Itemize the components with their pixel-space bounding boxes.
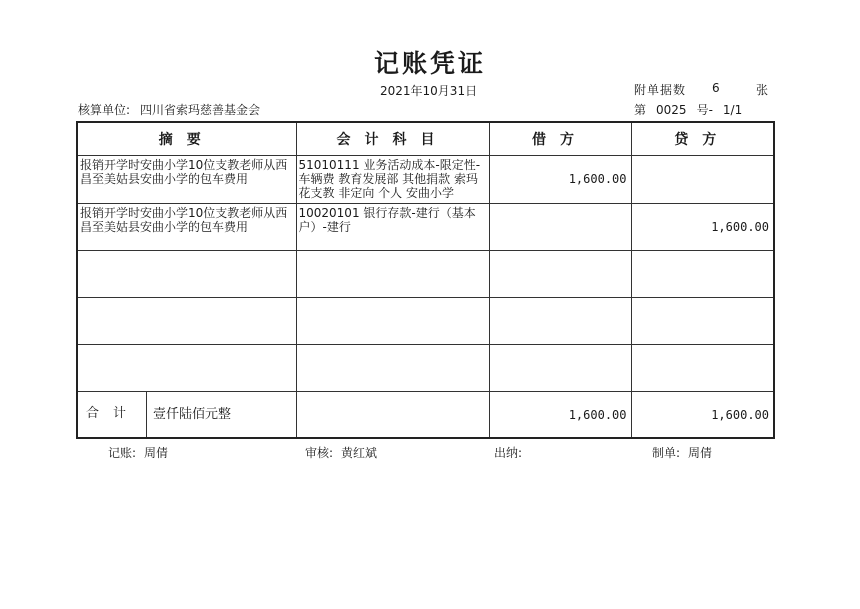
accounting-unit (78, 101, 260, 118)
preparer-label: 制单: (652, 446, 681, 460)
voucher-number-suffix: 号- (696, 103, 713, 117)
total-label: 合计 (80, 392, 147, 437)
voucher-date: 2021年10月31日 (380, 84, 478, 98)
bookkeeper-label: 记账: (108, 446, 137, 460)
entry-debit (489, 345, 631, 392)
table-row (77, 297, 774, 344)
entry-debit (489, 297, 631, 344)
total-debit: 1,600.00 (489, 392, 631, 438)
bookkeeper-name: 周倩 (144, 446, 169, 460)
voucher-table (76, 121, 775, 439)
entry-summary (77, 297, 296, 344)
footer-cashier (494, 444, 530, 461)
entry-summary: 报销开学时安曲小学10位支教老师从西昌至美姑县安曲小学的包车费用 (77, 203, 296, 250)
reviewer-name: 黄红斌 (341, 446, 378, 460)
voucher-title: 记账凭证 (373, 49, 486, 78)
entry-account (296, 250, 489, 297)
footer-preparer (652, 444, 712, 461)
attachment-count (634, 81, 769, 98)
reviewer-label: 审核: (305, 446, 334, 460)
header-summary: 摘要 (77, 122, 296, 156)
entry-account (296, 297, 489, 344)
entry-summary (77, 345, 296, 392)
attachment-unit: 张 (756, 83, 769, 97)
entry-credit (631, 297, 774, 344)
accounting-unit-name: 四川省索玛慈善基金会 (140, 103, 261, 117)
header-credit: 贷方 (631, 122, 774, 156)
table-row (77, 156, 774, 203)
entry-account: 10020101 银行存款-建行（基本户）-建行 (296, 203, 489, 250)
table-row (77, 203, 774, 250)
total-row (77, 392, 774, 438)
entry-summary (77, 250, 296, 297)
total-account-blank (296, 392, 489, 438)
cashier-label: 出纳: (494, 446, 523, 460)
table-header-row (77, 122, 774, 156)
total-credit: 1,600.00 (631, 392, 774, 438)
voucher-number-prefix: 第 (634, 103, 647, 117)
footer-bookkeeper (108, 444, 168, 461)
entry-account: 51010111 业务活动成本-限定性-车辆费 教育发展部 其他捐款 索玛花支教 非定向 个人 安曲小学 (296, 156, 489, 203)
entry-credit (631, 345, 774, 392)
voucher-number (634, 101, 742, 118)
entry-credit (631, 156, 774, 203)
entry-debit (489, 250, 631, 297)
total-label-cell (77, 392, 296, 438)
accounting-unit-label: 核算单位: (78, 103, 131, 117)
voucher-page: 1/1 (722, 103, 743, 117)
preparer-name: 周倩 (688, 446, 713, 460)
footer-reviewer (305, 444, 377, 461)
total-amount-in-words: 壹仟陆佰元整 (153, 407, 232, 423)
header-account: 会计科目 (296, 122, 489, 156)
table-row (77, 250, 774, 297)
entry-credit: 1,600.00 (631, 203, 774, 250)
header-debit: 借方 (489, 122, 631, 156)
attachment-label: 附单据数 (634, 83, 687, 97)
table-row (77, 345, 774, 392)
entry-debit (489, 203, 631, 250)
attachment-number: 6 (712, 81, 720, 95)
entry-account (296, 345, 489, 392)
voucher-number-value: 0025 (656, 103, 687, 117)
entry-credit (631, 250, 774, 297)
entry-summary: 报销开学时安曲小学10位支教老师从西昌至美姑县安曲小学的包车费用 (77, 156, 296, 203)
entry-debit: 1,600.00 (489, 156, 631, 203)
